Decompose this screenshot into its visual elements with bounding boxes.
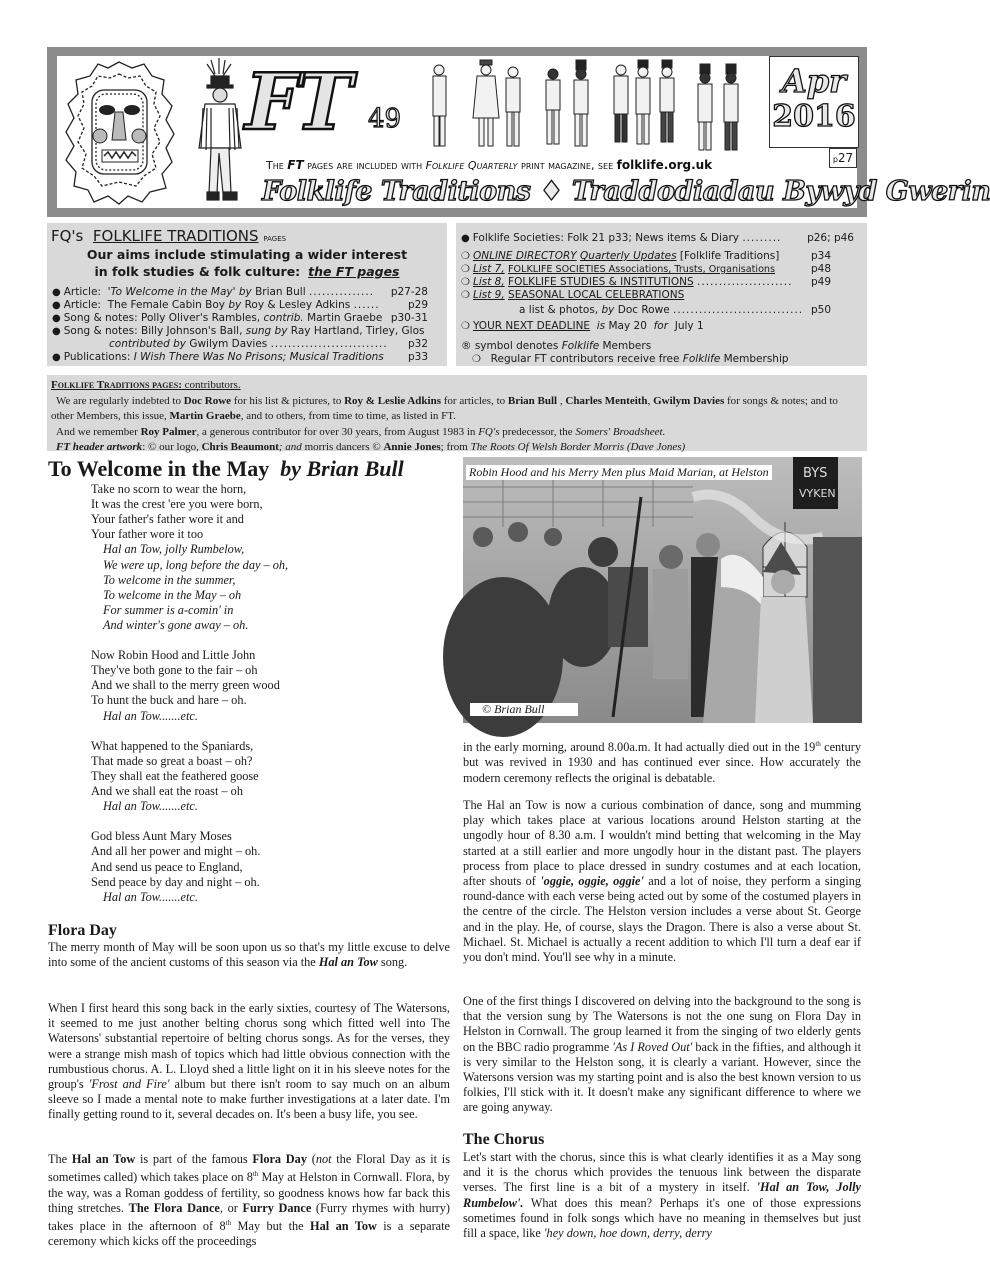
directory-rest: [Folklife Traditions] bbox=[679, 250, 780, 262]
list-link[interactable]: List 8, bbox=[472, 276, 505, 288]
deadline-date: May 20 bbox=[608, 320, 647, 332]
circle-bullet-icon: ❍ bbox=[461, 251, 470, 262]
article-paragraph: The Hal an Tow is now a curious combination of dance, song and mumming play which takes place at various locations around Helston starting at the ungodly hour of 8.30 a.m. I wouldn't mind betting that welcoming in the May started at a still earlier and more ungodly hour in the distant past. The players process from place to place dressed in sundry costumes and at each location, after shouts of 'oggie, oggie, oggie' and a lot of noise, they perform a singing round-dance with each verse being acted out by some of the costumed players in the centre of the circle. The Helston version includes a verse about St. George and in the play. He, of course, slays the Dragon. There is also a verse about St. Michael. St. Michael is actually a recent addition to which I'll turn a deaf ear if you don't mind. You'll see why in a minute. bbox=[463, 798, 862, 965]
contributors-line-1 bbox=[51, 394, 863, 425]
list-title[interactable]: FOLKLIFE SOCIETIES Associations, Trusts, Organisations bbox=[508, 264, 776, 275]
item-label: Song & notes: bbox=[63, 325, 138, 337]
list-link[interactable]: List 9, bbox=[472, 289, 505, 301]
verse-line: They've both gone to the fair – oh bbox=[91, 663, 258, 678]
paragraph-run: The bbox=[48, 1152, 72, 1166]
item-by: by bbox=[238, 286, 252, 298]
article-byline: by Brian Bull bbox=[280, 456, 404, 481]
page-prefix: p bbox=[832, 155, 838, 164]
item-author: Martin Graebe bbox=[307, 312, 383, 324]
issue-date-box bbox=[769, 56, 859, 148]
bullet-icon: ● bbox=[52, 300, 61, 311]
contributors-heading: Folklife Traditions pages: bbox=[51, 379, 182, 391]
heading-prefix: FQ's bbox=[51, 227, 84, 245]
contributors-text: , and to others, from time to time, as listed in FT. bbox=[240, 410, 456, 422]
paragraph-run: The Flora Dance bbox=[128, 1200, 220, 1215]
verse-line: And we shall eat the roast – oh bbox=[91, 784, 243, 798]
section-heading-flora-day: Flora Day bbox=[48, 922, 117, 939]
item-author: Gwilym Davies bbox=[189, 338, 268, 350]
header-title-strip: Folklife Traditions ♦ Traddodiadau Bywyd Gwerin bbox=[262, 176, 990, 207]
chorus-line: To welcome in the summer, bbox=[103, 572, 236, 587]
article-title-text: To Welcome in the May bbox=[48, 456, 270, 481]
tagline-ft: FT bbox=[287, 158, 304, 172]
paragraph-run: is a separate ceremony which kicks off the proceedings bbox=[48, 1219, 450, 1249]
contributors-heading-rest: contributors. bbox=[181, 379, 241, 391]
item-author: Roy & Lesley Adkins bbox=[244, 299, 351, 311]
contents-item[interactable]: ● Article: The Female Cabin Boy by Roy & Lesley Adkins ...... p29 bbox=[52, 299, 428, 311]
contributor-name: Roy & Leslie Adkins bbox=[344, 394, 441, 407]
free-folklife: Folklife bbox=[682, 353, 721, 365]
chorus-line: To welcome in the May – oh bbox=[103, 587, 242, 602]
artwork-label: FT header artwork bbox=[56, 441, 143, 453]
directory-page: p34 bbox=[810, 250, 831, 262]
paragraph-run: Flora Day bbox=[252, 1152, 307, 1166]
contributor-name: Chris Beaumont bbox=[201, 441, 279, 453]
item-title: I Wish There Was No Prisons; Musical Traditions bbox=[133, 351, 384, 363]
members-word: Folklife bbox=[561, 340, 600, 352]
page-number-box bbox=[829, 148, 857, 168]
contributors-line-3: FT header artwork: © our logo, Chris Beaumont; and morris dancers © Annie Jones; from The Roots Of Welsh Border Morris (Dave Jones) bbox=[56, 441, 686, 453]
deadline-item[interactable] bbox=[461, 320, 831, 333]
paragraph-run: ( bbox=[306, 1152, 316, 1166]
tagline-text: print magazine, see bbox=[517, 159, 617, 172]
contributor-name: Brian Bull bbox=[507, 394, 558, 407]
contents-left-box bbox=[47, 223, 447, 366]
list9-sub: a list & photos, bbox=[519, 304, 599, 316]
verse-line: Your father wore it too bbox=[91, 527, 204, 542]
contents-item[interactable] bbox=[52, 312, 428, 325]
verse-line: What happened to the Spaniards, bbox=[91, 738, 254, 753]
item-by: sung by bbox=[245, 325, 288, 337]
paragraph-run: May at Helston in Cornwall. Flora, by the way, was a Roman goddess of fertility, so goodness knows how far back this thing stretches. bbox=[48, 1170, 450, 1215]
ft-pages-link[interactable]: the FT pages bbox=[308, 264, 400, 279]
morris-dancers-illustration bbox=[425, 60, 755, 160]
article-paragraph: Let's start with the chorus, since this is what clearly identifies it as a May song and it is the chorus which provides the tenuous link between the disparate verses. The first line is a bit of a mystery in itself. 'Hal an Tow, Jolly Rumbelow'. What does this mean? Perhaps it's one of those expressions sometimes found in folk songs which have no meaning in themselves but just fill a space, like 'hey down, hoe down, derry, derry bbox=[463, 1150, 861, 1241]
heading-main: FOLKLIFE TRADITIONS bbox=[92, 227, 259, 245]
chorus-line: Hal an Tow.......etc. bbox=[103, 799, 198, 814]
verse-line: And all her power and might – oh. bbox=[91, 844, 261, 859]
bullet-icon: ● bbox=[52, 287, 61, 298]
item-author: Brian Bull bbox=[255, 286, 306, 298]
contributors-text: for articles, to bbox=[441, 394, 508, 407]
verse-line: It was the crest 'ere you were born, bbox=[91, 497, 263, 512]
free-membership: Membership bbox=[723, 353, 789, 365]
article-paragraph: The merry month of May will be soon upon us so that's my little excuse to delve into some of the ancient customs of this season via the Hal an Tow song. bbox=[48, 940, 450, 970]
item-by: by bbox=[228, 299, 242, 311]
chorus-line: Hal an Tow, jolly Rumbelow, bbox=[103, 542, 245, 557]
item-title: 'To Welcome in the May' bbox=[107, 286, 236, 298]
contents-right-box bbox=[456, 223, 867, 366]
circle-bullet-icon: ❍ bbox=[461, 290, 470, 301]
list-page: p49 bbox=[810, 276, 831, 288]
societies-text: Folklife Societies: Folk 21 p33; News items & Diary bbox=[472, 232, 739, 244]
contents-item-continued: contributed by Gwilym Davies ........................... p32 bbox=[109, 338, 428, 350]
chorus-line: Hal an Tow.......etc. bbox=[103, 708, 198, 723]
chorus-line: For summer is a-comin' in bbox=[103, 602, 234, 617]
list-title[interactable]: FOLKLIFE STUDIES & INSTITUTIONS bbox=[508, 276, 694, 288]
item-page: p33 bbox=[407, 351, 428, 363]
societies-item[interactable]: ● Folklife Societies: Folk 21 p33; News items & Diary ......... p26; p46 bbox=[461, 232, 854, 244]
photo-caption: Robin Hood and his Merry Men plus Maid Marian, at Helston bbox=[466, 465, 772, 480]
contributor-name: Annie Jones bbox=[383, 441, 441, 453]
article-paragraph: One of the first things I discovered on delving into the background to the song is that the version sung by The Watersons is not the one sung on Flora Day in Helston in Cornwall. The group learned it from the singing of two elderly gents on the BBC radio programme 'As I Roved Out' back in the fifties, and although it is very similar to the Helston song, it is clearly a variant. However, since the Watersons version was my starting point and is also the best known version to us folkies, I'll stick with it. It doesn't make any significant difference to where we are going anyway. bbox=[463, 994, 861, 1115]
verse-line: Now Robin Hood and Little John bbox=[91, 648, 256, 663]
updates-link[interactable]: Quarterly Updates bbox=[580, 250, 677, 262]
verse-line: God bless Aunt Mary Moses bbox=[91, 829, 232, 844]
bullet-icon: ● bbox=[52, 313, 61, 324]
list9-page: p50 bbox=[810, 304, 831, 316]
aims-line-2: in folk studies & folk culture: bbox=[94, 264, 301, 279]
photo-credit: © Brian Bull bbox=[470, 703, 578, 716]
deadline-for: for bbox=[653, 320, 669, 332]
list-link[interactable]: List 7, bbox=[472, 263, 505, 275]
item-title: Billy Johnson's Ball, bbox=[141, 325, 243, 337]
article-paragraph: in the early morning, around 8.00a.m. It had actually died out in the 19th century but was revived in 1930 and has continued ever since. How accurately the modern ceremony reflects the original is debatable. bbox=[463, 740, 861, 785]
morris-dancer-illustration bbox=[185, 58, 253, 212]
bullet-icon: ● bbox=[52, 352, 61, 363]
contents-item[interactable] bbox=[52, 351, 428, 364]
circle-bullet-icon: ❍ bbox=[472, 354, 481, 365]
article-paragraph: When I first heard this song back in the early sixties, courtesy of The Watersons, it seemed to me just another belting chorus song which fitted well into The Watersons' substantial repertoire of belting chorus songs. As for the verses, they were a strange mish mash of topics which had little obvious connection with the rumbustious chorus. A. L. Lloyd shed a little light on it in his sleeve notes for the group's 'Frost and Fire' album but there isn't room to say much on an album sleeve so I made a mental note to make further investigations at a later date. I'm finally getting round to it, several decades on. It's been a busy life, you see. bbox=[48, 1001, 450, 1122]
paragraph-run: th bbox=[225, 1218, 232, 1227]
societies-page: p26; p46 bbox=[807, 232, 854, 244]
helston-photo bbox=[463, 457, 862, 723]
list-title[interactable]: SEASONAL LOCAL CELEBRATIONS bbox=[508, 289, 685, 301]
article-title bbox=[48, 456, 404, 482]
list9-author: Doc Rowe bbox=[617, 304, 670, 316]
list-item[interactable] bbox=[461, 263, 831, 276]
circle-bullet-icon: ❍ bbox=[461, 321, 470, 332]
item-by: contrib. bbox=[263, 312, 304, 324]
circle-bullet-icon: ❍ bbox=[461, 277, 470, 288]
tagline-text: The bbox=[266, 159, 288, 172]
item-title: The Female Cabin Boy bbox=[107, 299, 226, 311]
paragraph-run: not bbox=[315, 1152, 332, 1166]
issue-month: Apr bbox=[781, 62, 847, 100]
item-author: Ray Hartland, Tirley, Glos bbox=[290, 325, 425, 337]
photo-banner-text: BYS bbox=[803, 466, 828, 481]
item-page: p32 bbox=[407, 338, 428, 350]
verse-line: They shall eat the feathered goose bbox=[91, 768, 259, 783]
verse-line: And we shall to the merry green wood bbox=[91, 678, 280, 693]
contents-item[interactable] bbox=[52, 325, 442, 338]
members-end: Members bbox=[602, 340, 652, 352]
list-item[interactable] bbox=[461, 289, 831, 302]
contents-item[interactable]: ● Article: 'To Welcome in the May' by Brian Bull ............... p27-28 bbox=[52, 286, 428, 298]
item-label: Song & notes: bbox=[63, 312, 138, 324]
paragraph-run: May but the bbox=[231, 1219, 311, 1233]
paragraph-run: , or bbox=[219, 1200, 243, 1215]
bullet-icon: ● bbox=[461, 233, 470, 244]
website-link[interactable]: folklife.org.uk bbox=[616, 158, 713, 172]
deadline-link[interactable]: YOUR NEXT DEADLINE bbox=[472, 320, 591, 332]
item-page: p30-31 bbox=[390, 312, 428, 324]
ft-logo: FT bbox=[245, 57, 347, 148]
contributors-text: for songs & notes; and to other Members, this issue, bbox=[51, 394, 838, 422]
chorus-line: And winter's gone away – oh. bbox=[103, 617, 249, 632]
publication-title: Somers' Broadsheet. bbox=[575, 425, 666, 438]
paragraph-run: th bbox=[252, 1170, 259, 1179]
paragraph-run: is part of the famous bbox=[135, 1152, 253, 1166]
aims-line-1: Our aims include stimulating a wider interest bbox=[86, 247, 408, 262]
bullet-icon: ● bbox=[52, 326, 61, 337]
paragraph-run: Hal an Tow bbox=[310, 1219, 377, 1233]
deadline-is: is bbox=[596, 320, 606, 332]
chorus-line: Hal an Tow.......etc. bbox=[103, 889, 198, 904]
verse-line: To hunt the buck and hare – oh. bbox=[91, 693, 247, 708]
heading-suffix: pages bbox=[263, 233, 287, 244]
aims-statement bbox=[47, 246, 447, 280]
item-label: Publications: bbox=[63, 351, 131, 363]
list-item-continued: a list & photos, by Doc Rowe .............................. p50 bbox=[519, 304, 831, 316]
svg-text:VYKEN: VYKEN bbox=[799, 487, 836, 500]
contributor-name: Charles Menteith bbox=[565, 394, 648, 407]
free-text: Regular FT contributors receive free bbox=[490, 353, 680, 365]
directory-item[interactable] bbox=[461, 250, 831, 263]
contributors-text: , bbox=[557, 394, 566, 407]
tagline-text: pages are included with bbox=[303, 159, 426, 172]
book-title: The Roots Of Welsh Border Morris (Dave Jones) bbox=[470, 441, 686, 453]
item-label: Article: bbox=[63, 299, 101, 311]
list-item[interactable]: ❍ List 8, FOLKLIFE STUDIES & INSTITUTIONS ...................... p49 bbox=[461, 276, 831, 288]
members-note bbox=[461, 340, 831, 353]
issue-year: 2016 bbox=[772, 99, 856, 134]
item-page: p27-28 bbox=[390, 286, 428, 298]
item-page: p29 bbox=[407, 299, 428, 311]
list-page: p48 bbox=[810, 263, 831, 275]
contributors-text: We are regularly indebted to bbox=[56, 394, 184, 407]
chorus-line: We were up, long before the day – oh, bbox=[103, 557, 289, 572]
members-symbol-text: ® symbol denotes bbox=[461, 340, 559, 352]
deadline-issue: July 1 bbox=[674, 320, 704, 332]
verse-line: And send us peace to England, bbox=[91, 859, 243, 874]
contributors-line-2: And we remember Roy Palmer, a generous contributor for over 30 years, from August 1983 in FQ's predecessor, the Somers' Broadsheet. bbox=[56, 425, 666, 438]
contributor-name: Roy Palmer bbox=[140, 425, 197, 438]
item-by: contributed by bbox=[109, 338, 186, 350]
page-number: 27 bbox=[837, 151, 854, 165]
issue-number: 49 bbox=[368, 104, 402, 134]
list9-by: by bbox=[601, 304, 615, 316]
verse-line: Your father's father wore it and bbox=[91, 512, 244, 527]
contributor-name: Martin Graebe bbox=[169, 410, 241, 422]
contributors-text: , bbox=[647, 394, 654, 407]
item-label: Article: bbox=[63, 286, 101, 298]
paragraph-run: Furry Dance bbox=[242, 1200, 312, 1215]
paragraph-run: (Furry rhymes with hurry) takes place in the afternoon of 8 bbox=[48, 1200, 451, 1233]
contributors-box bbox=[47, 375, 867, 451]
verse-line: Take no scorn to wear the horn, bbox=[91, 482, 247, 496]
item-title: Polly Oliver's Rambles, bbox=[141, 312, 261, 324]
circle-bullet-icon: ❍ bbox=[461, 264, 470, 275]
free-membership-note bbox=[472, 353, 862, 366]
paragraph-run: the Floral Day as it is sometimes called) which takes place on 8 bbox=[48, 1152, 451, 1185]
verse-line: Send peace by day and night – oh. bbox=[91, 874, 260, 889]
section-heading-chorus: The Chorus bbox=[463, 1131, 545, 1148]
contributors-text: for his list & pictures, to bbox=[231, 394, 345, 407]
directory-link[interactable]: ONLINE DIRECTORY bbox=[472, 250, 577, 262]
contributor-name: Doc Rowe bbox=[183, 394, 232, 407]
header-tagline bbox=[266, 158, 712, 172]
verse-line: That made so great a boast – oh? bbox=[91, 753, 253, 768]
tagline-magazine: Folklife Quarterly bbox=[425, 159, 518, 172]
contents-heading bbox=[51, 227, 286, 245]
paragraph-run: Hal an Tow bbox=[71, 1152, 136, 1166]
contributor-name: Gwilym Davies bbox=[653, 394, 725, 407]
article-paragraph bbox=[48, 1152, 450, 1249]
mask-illustration bbox=[62, 58, 177, 206]
